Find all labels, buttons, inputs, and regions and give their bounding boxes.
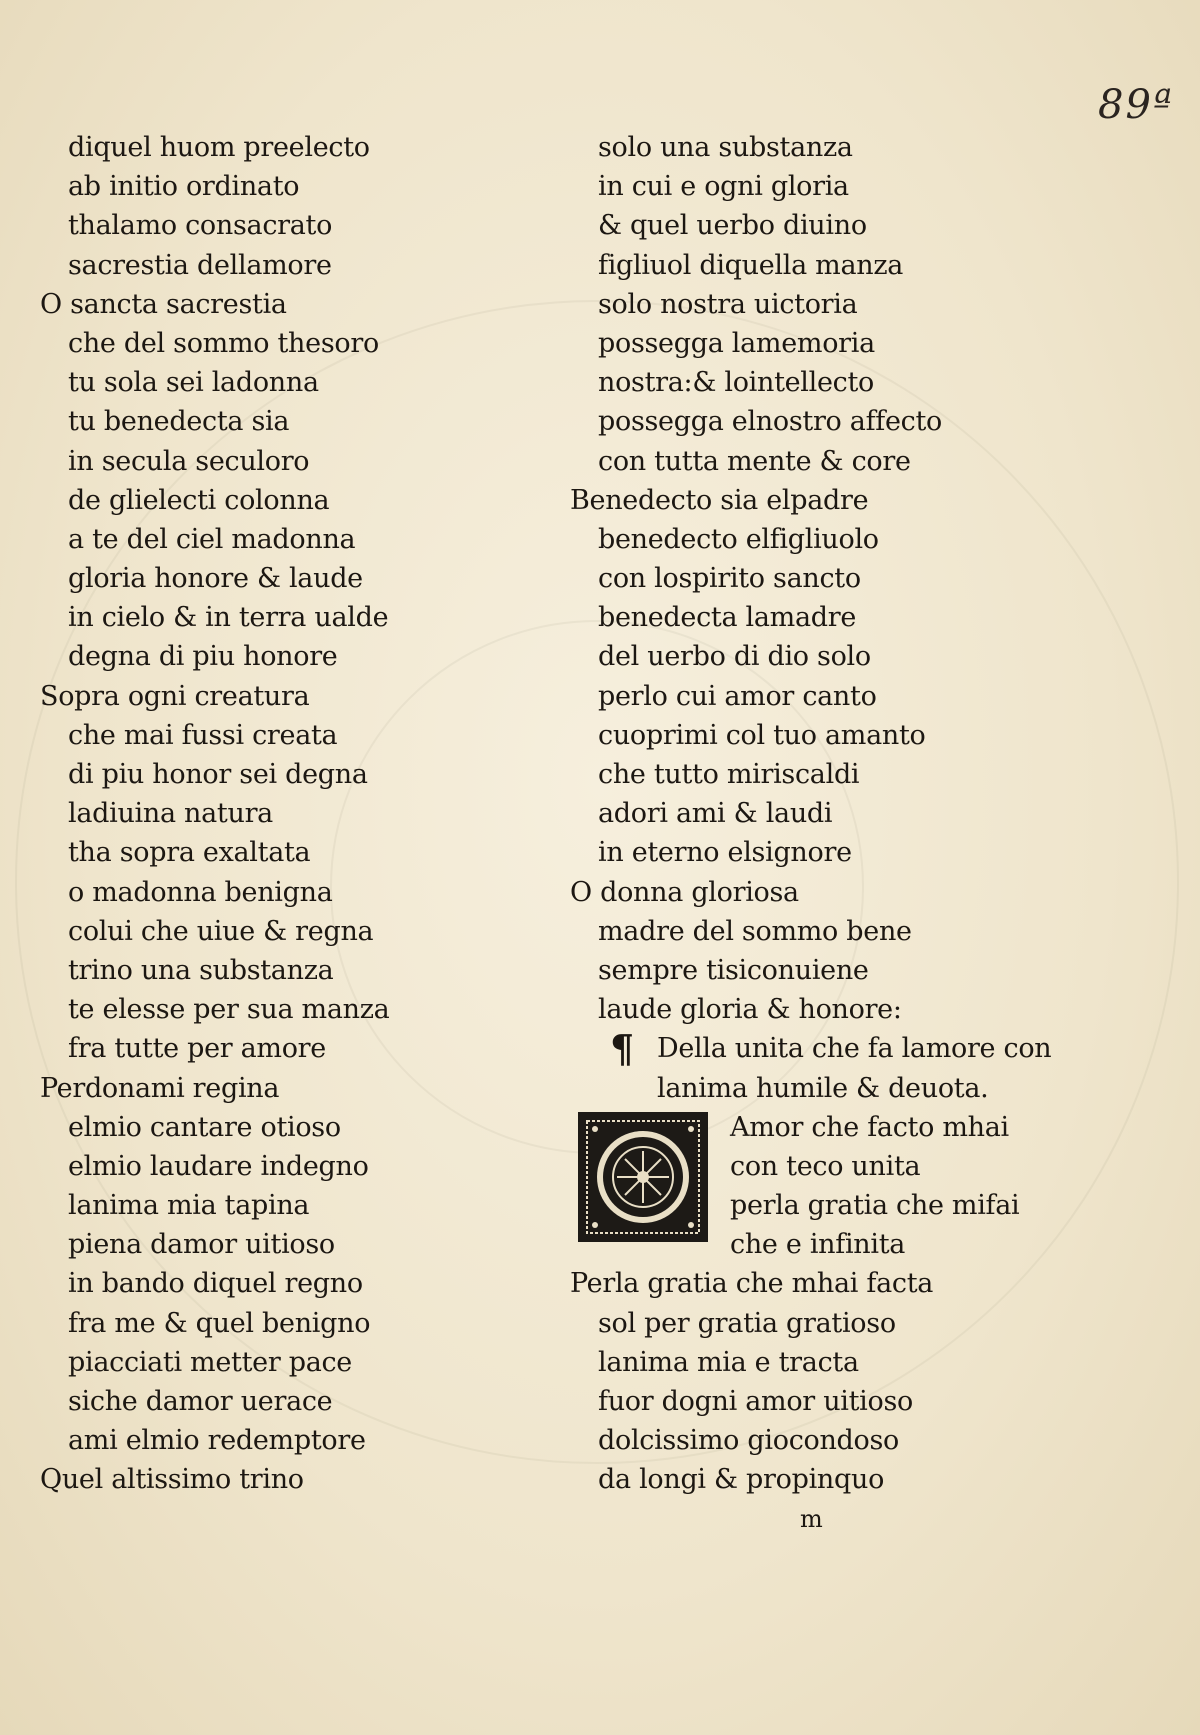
- rubric-heading: [570, 1026, 1170, 1107]
- verse-line: nostra:& lointellecto: [598, 367, 874, 399]
- verse-line: con tutta mente & core: [598, 445, 911, 477]
- verse-line: gloria honore & laude: [68, 563, 363, 595]
- verse-line: de glielecti colonna: [68, 484, 330, 516]
- verse-line: che mai fussi creata: [68, 719, 338, 751]
- verse-line: figliuol diquella manza: [598, 249, 904, 281]
- verse-line: adori ami & laudi: [598, 798, 833, 830]
- verse-line: fra tutte per amore: [68, 1033, 326, 1065]
- verse-line: trino una substanza: [68, 954, 334, 986]
- verse-line: benedecto elfigliuolo: [598, 523, 879, 555]
- verse-line: siche damor uerace: [68, 1386, 333, 1417]
- verse-line: che tutto miriscaldi: [598, 759, 860, 790]
- folio-number: 89ª: [1098, 82, 1174, 128]
- verse-line: fuor dogni amor uitioso: [598, 1386, 913, 1418]
- right-column-verses: [570, 128, 1170, 1029]
- verse-line: O donna gloriosa: [570, 876, 799, 908]
- verse-line: elmio laudare indegno: [68, 1150, 369, 1182]
- verse-line: ami elmio redemptore: [68, 1425, 366, 1457]
- verse-line: lanima mia tapina: [68, 1190, 310, 1222]
- verse-line: Sopra ogni creatura: [40, 680, 310, 712]
- verse-line: perla gratia che mifai: [730, 1190, 1020, 1222]
- verse-line: O sancta sacrestia: [40, 288, 287, 320]
- verse-line: piacciati metter pace: [68, 1346, 352, 1378]
- initial-block-verses: [730, 1108, 1019, 1265]
- verse-line: sol per gratia gratioso: [598, 1307, 896, 1339]
- signature-mark: m: [800, 1504, 823, 1533]
- verse-line: colui che uiue & regna: [68, 915, 374, 947]
- left-column: [40, 128, 540, 1500]
- verse-line: lanima mia e tracta: [598, 1346, 859, 1378]
- verse-line: perlo cui amor canto: [598, 680, 877, 712]
- rubric-line-2: lanima humile & deuota.: [657, 1072, 989, 1104]
- verse-line: elmio cantare otioso: [68, 1111, 341, 1143]
- verse-line: thalamo consacrato: [68, 210, 333, 242]
- verse-line: Perla gratia che mhai facta: [570, 1268, 934, 1300]
- verse-line: solo nostra uictoria: [598, 288, 858, 320]
- verse-line: laude gloria & honore:: [598, 994, 902, 1026]
- initial-block: [570, 1108, 1170, 1265]
- verse-line: sempre tisiconuiene: [598, 954, 869, 986]
- verse-line: da longi & propinquo: [598, 1464, 885, 1496]
- verse-line: Quel altissimo trino: [40, 1464, 304, 1496]
- verse-line: ladiuina natura: [68, 798, 273, 830]
- verse-line: a te del ciel madonna: [68, 523, 356, 555]
- verse-line: che e infinita: [730, 1229, 906, 1261]
- verse-line: Benedecto sia elpadre: [570, 484, 869, 516]
- verse-line: madre del sommo bene: [598, 915, 912, 947]
- verse-line: solo una substanza: [598, 132, 853, 163]
- verse-line: in cielo & in terra ualde: [68, 602, 389, 634]
- verse-line: cuoprimi col tuo amanto: [598, 719, 926, 751]
- verse-line: te elesse per sua manza: [68, 994, 390, 1026]
- verse-line: tha sopra exaltata: [68, 837, 311, 869]
- right-column-verses-continued: [570, 1264, 1170, 1499]
- verse-line: in secula seculoro: [68, 445, 310, 477]
- verse-line: possegga lamemoria: [598, 327, 875, 359]
- verse-line: sacrestia dellamore: [68, 249, 332, 281]
- verse-line: dolcissimo giocondoso: [598, 1425, 900, 1457]
- verse-line: con lospirito sancto: [598, 563, 861, 595]
- verse-line: ab initio ordinato: [68, 171, 300, 203]
- verse-line: Amor che facto mhai: [730, 1111, 1009, 1143]
- verse-line: o madonna benigna: [68, 876, 333, 908]
- verse-line: che del sommo thesoro: [68, 327, 379, 359]
- verse-line: piena damor uitioso: [68, 1229, 335, 1261]
- verse-line: in eterno elsignore: [598, 837, 852, 869]
- verse-line: tu sola sei ladonna: [68, 367, 319, 399]
- verse-line: di piu honor sei degna: [68, 759, 368, 790]
- verse-line: in cui e ogni gloria: [598, 171, 849, 203]
- verse-line: diquel huom preelecto: [68, 132, 370, 163]
- verse-line: possegga elnostro affecto: [598, 406, 942, 438]
- verse-line: & quel uerbo diuino: [598, 210, 867, 242]
- verse-line: fra me & quel benigno: [68, 1307, 371, 1339]
- rubric-line-1: Della unita che fa lamore con: [657, 1033, 1052, 1065]
- pilcrow-icon: ¶: [610, 1026, 634, 1072]
- verse-line: Perdonami regina: [40, 1072, 280, 1104]
- verse-line: con teco unita: [730, 1150, 921, 1182]
- verse-line: benedecta lamadre: [598, 602, 857, 634]
- verse-line: del uerbo di dio solo: [598, 641, 871, 673]
- verse-line: in bando diquel regno: [68, 1268, 363, 1300]
- verse-line: tu benedecta sia: [68, 406, 290, 438]
- decorated-initial-o-icon: [578, 1112, 708, 1242]
- right-column: [570, 128, 1170, 1539]
- verse-line: degna di piu honore: [68, 641, 338, 673]
